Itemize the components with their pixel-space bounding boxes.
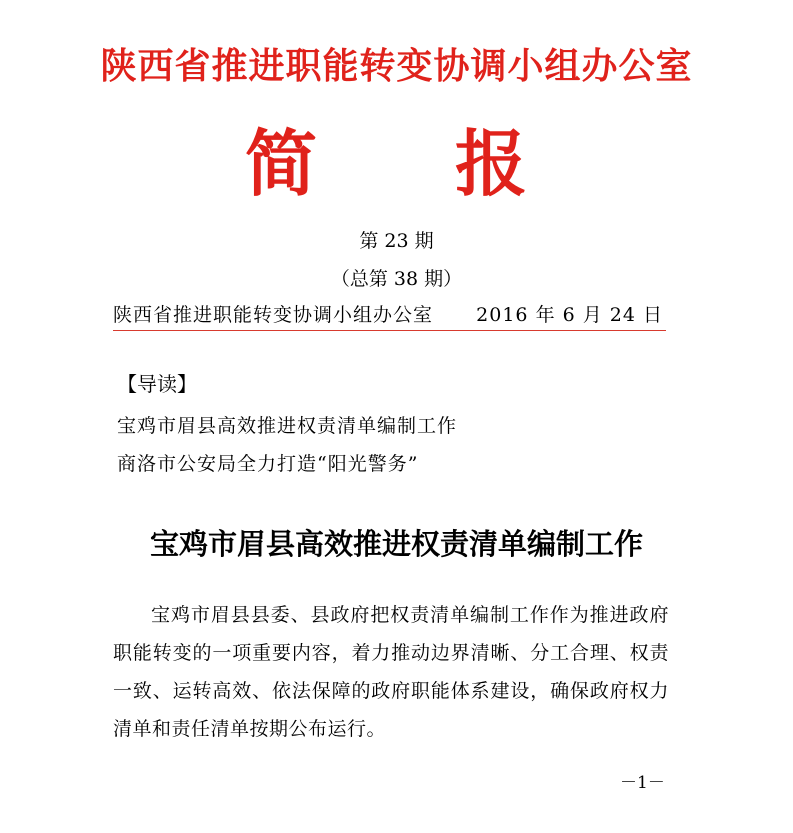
- bulletin-title-char-2: 报: [455, 121, 528, 206]
- bulletin-title-char-1: 简: [245, 121, 318, 206]
- organization-header: 陕西省推进职能转变协调小组办公室: [100, 45, 693, 87]
- guide-heading: 【导读】: [117, 372, 197, 396]
- article-title: 宝鸡市眉县高效推进权责清单编制工作: [149, 527, 643, 561]
- guide-item: 宝鸡市眉县高效推进权责清单编制工作: [117, 415, 458, 437]
- publisher-date-row: [113, 300, 663, 327]
- publish-date: 2016 年 6 月 24 日: [476, 304, 663, 326]
- publisher-name: 陕西省推进职能转变协调小组办公室: [113, 304, 434, 326]
- issue-number: 第 23 期: [359, 230, 434, 252]
- page-number: －1－: [620, 773, 665, 793]
- article-body: 宝鸡市眉县县委、县政府把权责清单编制工作作为推进政府职能转变的一项重要内容，着力推动边界清晰、分工合理、权责一致、运转高效、依法保障的政府职能体系建设，确保政府权力清单和责任清单按期公布运行。: [113, 604, 669, 740]
- header-divider-rule: [113, 330, 666, 331]
- guide-item: 商洛市公安局全力打造“阳光警务”: [117, 453, 419, 475]
- issue-total-number: （总第 38 期）: [330, 268, 463, 290]
